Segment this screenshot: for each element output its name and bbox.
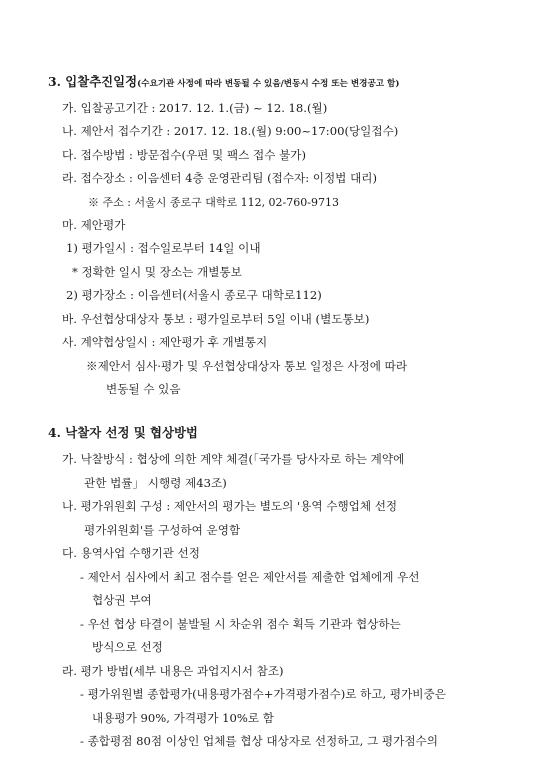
s3-item-sa: 사. 계약협상일시 : 제안평가 후 개별통지 — [62, 335, 268, 349]
s3-schedule-note: ※제안서 심사·평가 및 우선협상대상자 통보 일정은 사정에 따라 — [86, 359, 408, 373]
s4-item-na-cont: 평가위원회'를 구성하여 운영함 — [84, 523, 241, 537]
s3-item-da: 다. 접수방법 : 방문접수(우편 및 팩스 접수 불가) — [62, 148, 307, 162]
s3-item-ga: 가. 입찰공고기간 : 2017. 12. 1.(금) ~ 12. 18.(월) — [62, 101, 328, 115]
s3-item-ma: 마. 제안평가 — [62, 218, 126, 232]
s3-schedule-note-cont: 변동될 수 있음 — [106, 382, 181, 396]
s4-da-bullet-2: - 우선 협상 타결이 불발될 시 차순위 점수 획득 기관과 협상하는 — [80, 617, 401, 631]
s3-item-ba: 바. 우선협상대상자 통보 : 평가일로부터 5일 이내 (별도통보) — [62, 312, 370, 326]
s3-item-na: 나. 제안서 접수기간 : 2017. 12. 18.(월) 9:00~17:00(당일접수) — [62, 124, 399, 138]
s4-item-ga: 가. 낙찰방식 : 협상에 의한 계약 체결(「국가를 당사자로 하는 계약에 — [62, 452, 405, 466]
s4-item-ra: 라. 평가 방법(세부 내용은 과업지시서 참조) — [62, 664, 284, 678]
s4-item-ga-cont: 관한 법률」 시행령 제43조) — [84, 476, 227, 490]
section-3-title: 3. 입찰추진일정 — [48, 74, 138, 89]
s4-da-bullet-1-cont: 협상권 부여 — [92, 593, 152, 607]
s4-ra-bullet-1-cont: 내용평가 90%, 가격평가 10%로 함 — [92, 711, 274, 725]
section-3-note: (수요기관 사정에 따라 변동될 수 있음/변동시 수정 또는 변경공고 함) — [137, 79, 400, 89]
s4-item-na: 나. 평가위원회 구성 : 제안서의 평가는 별도의 '용역 수행업체 선정 — [62, 499, 398, 513]
section-3-heading — [48, 74, 399, 92]
s4-da-bullet-1: - 제안서 심사에서 최고 점수를 얻은 제안서를 제출한 업체에게 우선 — [80, 570, 420, 584]
s3-ma-sub-1: 1) 평가일시 : 접수일로부터 14일 이내 — [66, 241, 261, 255]
s4-ra-bullet-2: - 종합평점 80점 이상인 업체를 협상 대상자로 선정하고, 그 평가점수의 — [80, 734, 438, 748]
s3-item-ra: 라. 접수장소 : 이음센터 4층 운영관리팀 (접수자: 이정법 대리) — [62, 171, 377, 185]
s4-da-bullet-2-cont: 방식으로 선정 — [92, 640, 163, 654]
s4-ra-bullet-1: - 평가위원별 종합평가(내용평가점수+가격평가점수)로 하고, 평가비중은 — [80, 687, 446, 701]
s3-address-note: ※ 주소 : 서울시 종로구 대학로 112, 02-760-9713 — [88, 196, 339, 209]
s3-ma-sub-1-note: * 정확한 일시 및 장소는 개별통보 — [72, 265, 242, 279]
s4-item-da: 다. 용역사업 수행기관 선정 — [62, 546, 200, 560]
s3-ma-sub-2: 2) 평가장소 : 이음센터(서울시 종로구 대학로112) — [66, 288, 322, 302]
section-4-title: 4. 낙찰자 선정 및 협상방법 — [48, 425, 198, 440]
